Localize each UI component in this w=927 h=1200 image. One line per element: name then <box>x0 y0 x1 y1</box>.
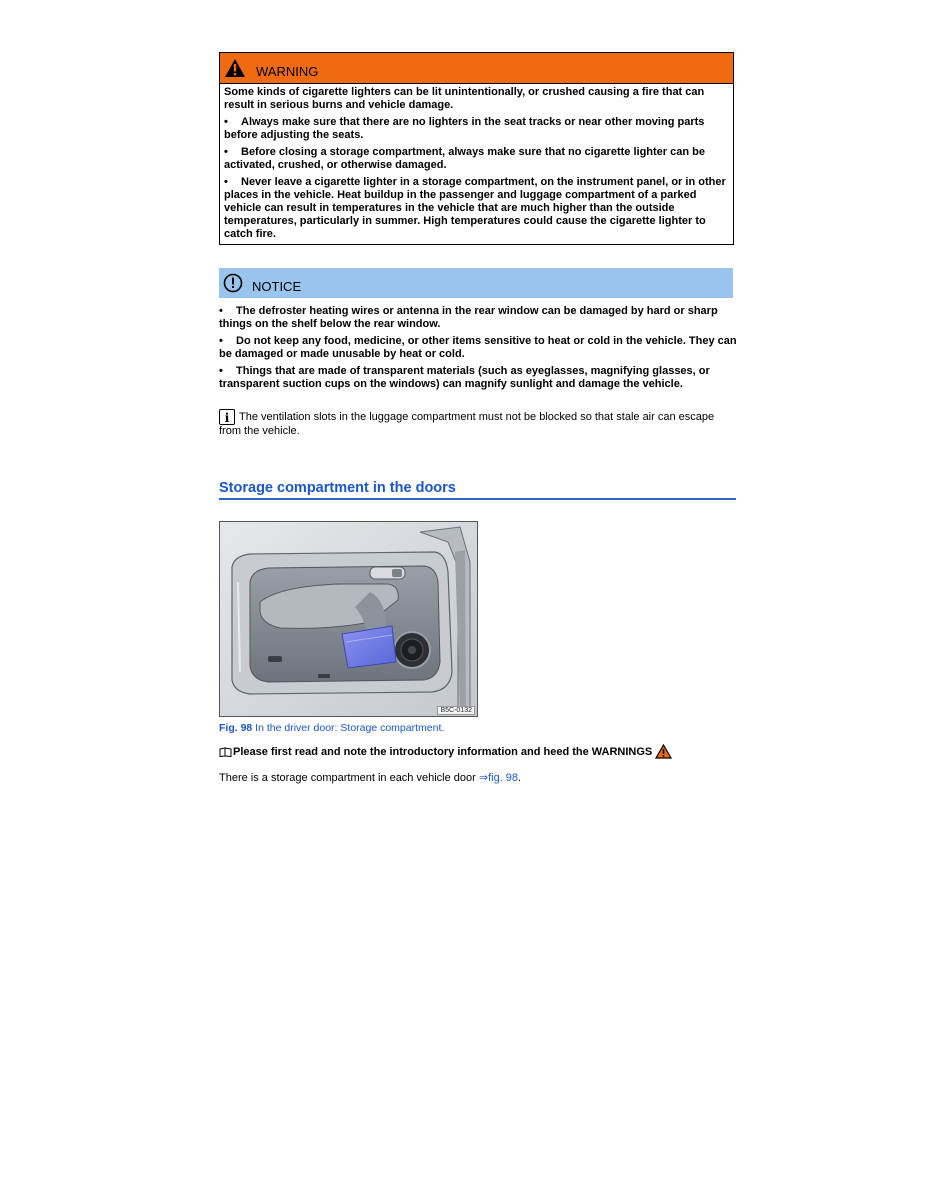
warning-header <box>220 53 733 84</box>
notice-item: • Things that are made of transparent materials (such as eyeglasses, magnifying glasses, or transparent suction cups on the windows) can magnify sunlight and damage the vehicle. <box>219 365 710 390</box>
fig-98-link[interactable]: ⇒fig. 98 <box>478 772 519 784</box>
body-paragraph <box>219 771 521 784</box>
body-text: There is a storage compartment in each vehicle door <box>219 772 479 784</box>
figure-code: B5C-0132 <box>437 706 475 715</box>
info-note <box>219 409 719 438</box>
warning-item: • Always make sure that there are no lighters in the seat tracks or near other moving parts before adjusting the seats. <box>224 116 705 141</box>
warning-item: • Never leave a cigarette lighter in a storage compartment, on the instrument panel, or in other places in the vehicle. Heat buildup in the passenger and luggage compartment of a parked vehicle can result in temperatures in the vehicle that are much higher than the outside temperatures, particularly in summer. High temperatures could cause the cigarette lighter to catch fire. <box>224 176 726 240</box>
notice-header <box>219 268 733 298</box>
figure-caption <box>219 722 444 734</box>
figure-number: Fig. 98 <box>219 722 253 734</box>
warning-item: • Before closing a storage compartment, always make sure that no cigarette lighter can be activated, crushed, or otherwise damaged. <box>224 146 705 171</box>
warning-triangle-small-icon[interactable] <box>655 744 672 759</box>
notice-item: • The defroster heating wires or antenna in the rear window can be damaged by hard or sharp things on the shelf below the rear window. <box>219 305 718 330</box>
read-first-note <box>219 744 672 759</box>
notice-item: • Do not keep any food, medicine, or other items sensitive to heat or cold in the vehicle. They can be damaged or made unusable by heat or cold. <box>219 335 737 360</box>
warning-title: WARNING <box>256 63 319 79</box>
section-title: Storage compartment in the doors <box>219 480 736 500</box>
info-icon: i <box>219 409 235 425</box>
door-illustration <box>220 522 477 716</box>
warning-box <box>219 52 734 245</box>
figure-caption-text: In the driver door: Storage compartment. <box>252 722 445 734</box>
warning-triangle-icon <box>224 58 246 78</box>
warning-body <box>220 84 733 244</box>
read-first-text: Please first read and note the introductory information and heed the WARNINGS <box>233 745 653 758</box>
figure-door-illustration <box>219 521 478 717</box>
notice-list <box>219 305 739 395</box>
book-icon <box>219 747 232 757</box>
warning-intro: Some kinds of cigarette lighters can be lit unintentionally, or crushed causing a fire that can result in serious burns and vehicle damage. <box>224 86 705 111</box>
info-note-text: The ventilation slots in the luggage compartment must not be blocked so that stale air can escape from the vehicle. <box>219 411 715 437</box>
body-text-end: . <box>518 772 522 784</box>
notice-title: NOTICE <box>252 278 302 294</box>
notice-exclamation-icon <box>223 273 243 293</box>
